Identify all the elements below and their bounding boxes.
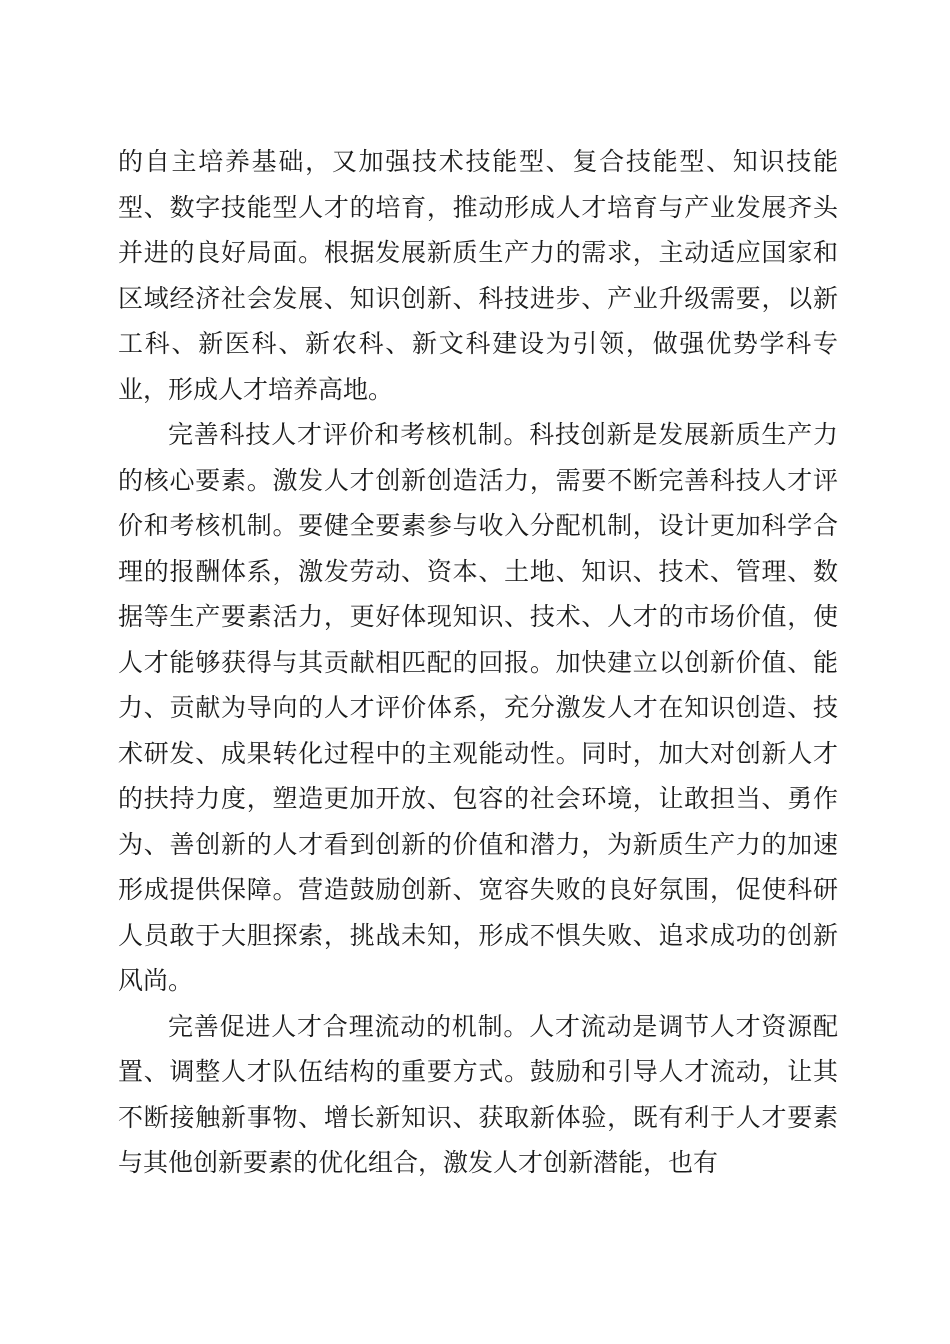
- document-body: [118, 139, 838, 1186]
- paragraph-talent-mobility: 完善促进人才合理流动的机制。人才流动是调节人才资源配置、调整人才队伍结构的重要方式。鼓励和引导人才流动，让其不断接触新事物、增长新知识、获取新体验，既有利于人才要素与其他创新要素的优化组合，激发人才创新潜能，也有: [118, 1011, 838, 1177]
- paragraph-talent-evaluation: 完善科技人才评价和考核机制。科技创新是发展新质生产力的核心要素。激发人才创新创造活力，需要不断完善科技人才评价和考核机制。要健全要素参与收入分配机制，设计更加科学合理的报酬体系，激发劳动、资本、土地、知识、技术、管理、数据等生产要素活力，更好体现知识、技术、人才的市场价值，使人才能够获得与其贡献相匹配的回报。加快建立以创新价值、能力、贡献为导向的人才评价体系，充分激发人才在知识创造、技术研发、成果转化过程中的主观能动性。同时，加大对创新人才的扶持力度，塑造更加开放、包容的社会环境，让敢担当、勇作为、善创新的人才看到创新的价值和潜力，为新质生产力的加速形成提供保障。营造鼓励创新、宽容失败的良好氛围，促使科研人员敢于大胆探索，挑战未知，形成不惧失败、追求成功的创新风尚。: [118, 420, 838, 995]
- paragraph-continued: 的自主培养基础，又加强技术技能型、复合技能型、知识技能型、数字技能型人才的培育，推动形成人才培育与产业发展齐头并进的良好局面。根据发展新质生产力的需求，主动适应国家和区域经济社会发展、知识创新、科技进步、产业升级需要，以新工科、新医科、新农科、新文科建设为引领，做强优势学科专业，形成人才培养高地。: [118, 147, 838, 404]
